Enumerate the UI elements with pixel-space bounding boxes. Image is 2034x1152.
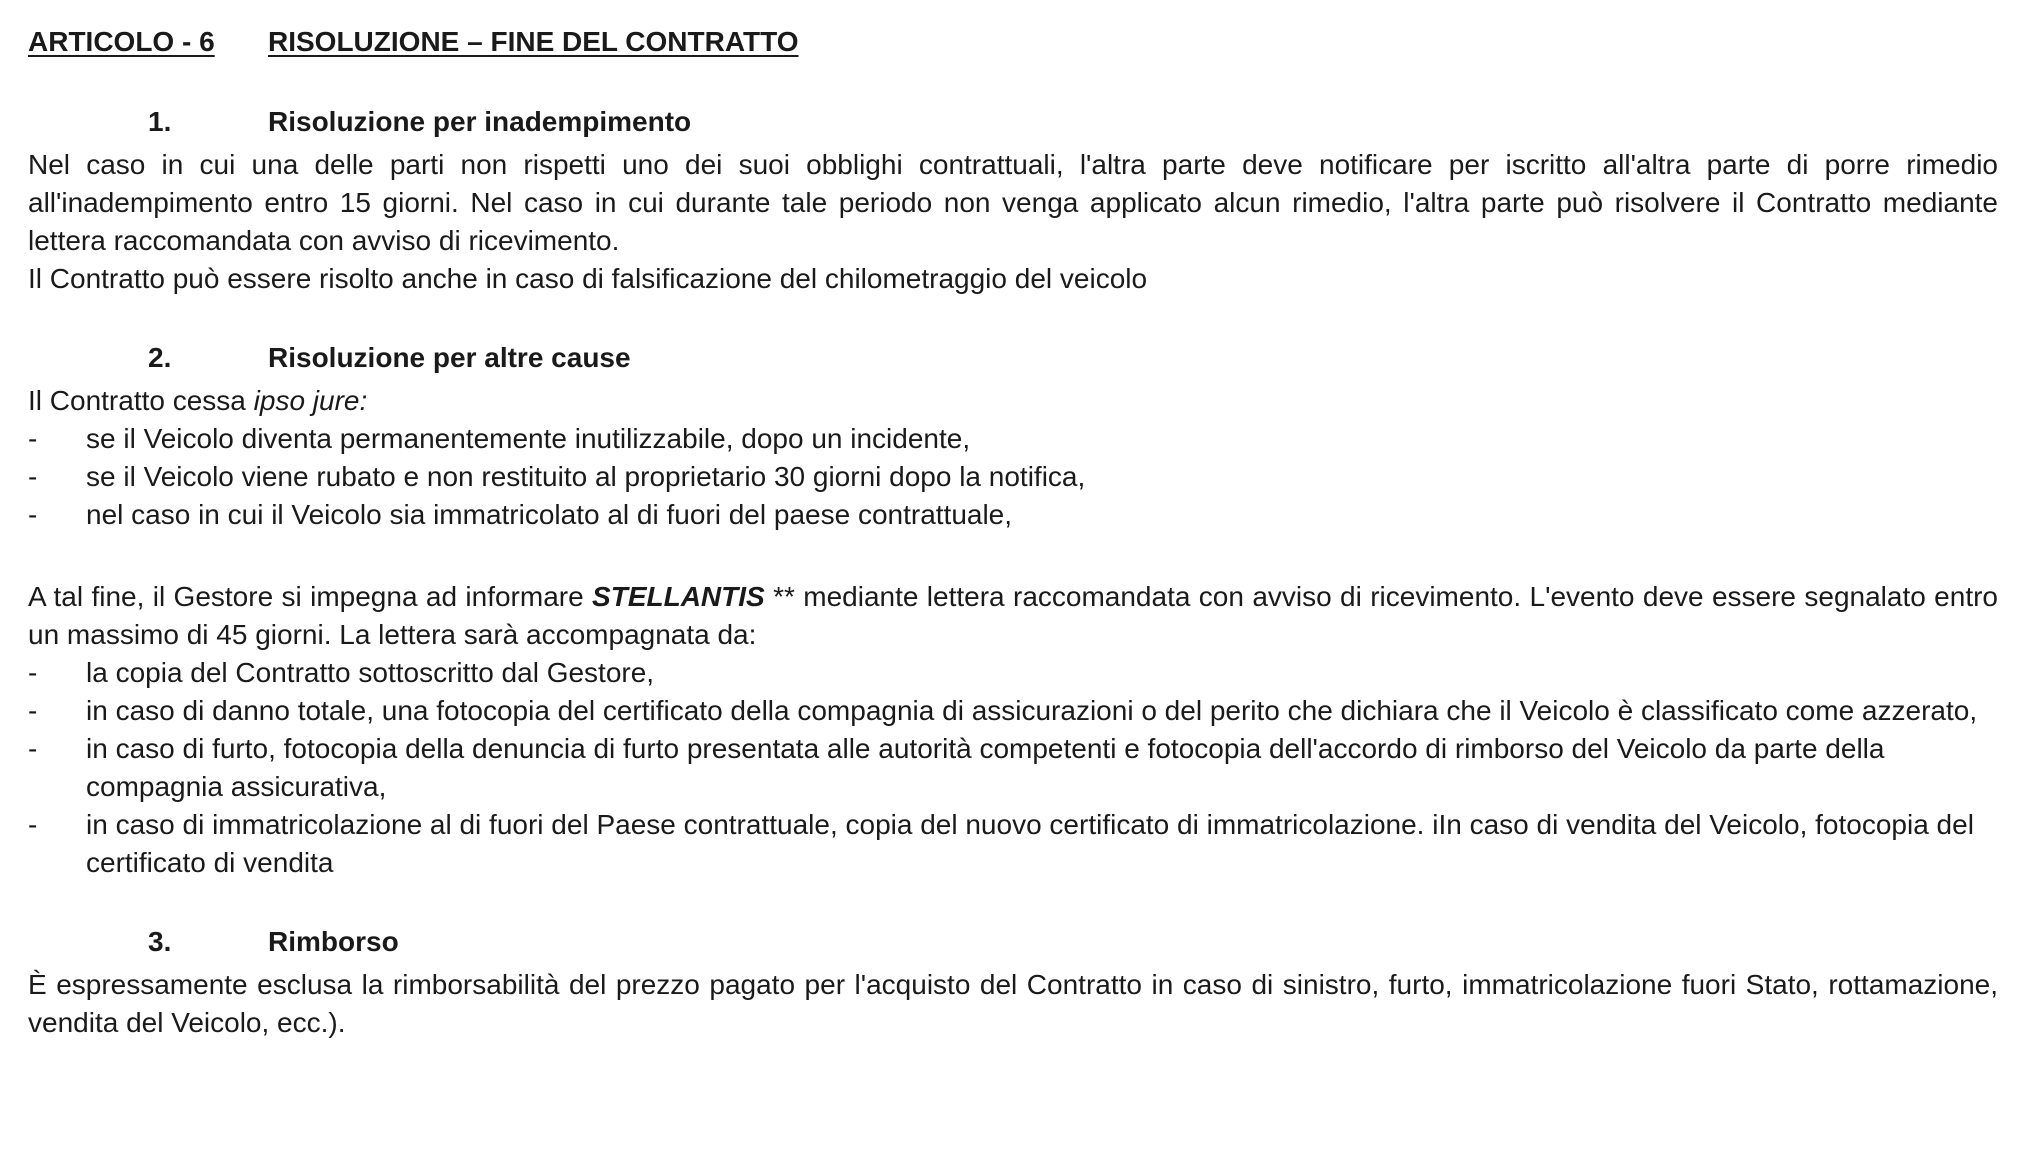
section-2-intro-latin: ipso jure: bbox=[253, 385, 368, 416]
list-item: - se il Veicolo viene rubato e non restituito al proprietario 30 giorni dopo la notifica, bbox=[28, 458, 1998, 496]
article-number: ARTICOLO - 6 bbox=[28, 26, 215, 57]
section-3-index: 3. bbox=[148, 926, 172, 957]
section-1-paragraph-2: Il Contratto può essere risolto anche in caso di falsificazione del chilometraggio del veicolo bbox=[28, 263, 1148, 294]
notice-block bbox=[28, 578, 1998, 882]
list-item: - in caso di danno totale, una fotocopia del certificato della compagnia di assicurazioni o del perito che dichiara che il Veicolo è classificato come azzerato, bbox=[28, 692, 1998, 730]
article-heading: RISOLUZIONE – FINE DEL CONTRATTO bbox=[268, 26, 799, 57]
notice-paragraph bbox=[28, 578, 1998, 654]
section-2-intro-text: Il Contratto cessa bbox=[28, 385, 254, 416]
list-item: - se il Veicolo diventa permanentemente inutilizzabile, dopo un incidente, bbox=[28, 420, 1998, 458]
attachments-list bbox=[28, 654, 1998, 882]
notice-suffix: ** mediante lettera raccomandata con avviso di ricevimento. L'evento deve essere segnalato entro un massimo di 45 giorni. La lettera sarà accompagnata da: bbox=[28, 581, 1999, 650]
section-3 bbox=[28, 926, 1998, 1042]
list-item: - nel caso in cui il Veicolo sia immatricolato al di fuori del paese contrattuale, bbox=[28, 496, 1998, 534]
section-1-index: 1. bbox=[148, 106, 172, 137]
section-2 bbox=[28, 342, 1998, 534]
section-2-intro bbox=[28, 382, 1998, 420]
section-2-title: Risoluzione per altre cause bbox=[268, 342, 631, 373]
section-1-title: Risoluzione per inadempimento bbox=[268, 106, 692, 137]
article-title bbox=[28, 26, 1998, 58]
section-2-heading bbox=[28, 342, 1998, 374]
section-3-title: Rimborso bbox=[268, 926, 399, 957]
brand-name: STELLANTIS bbox=[592, 581, 765, 612]
document-page bbox=[28, 26, 1998, 1042]
causes-list bbox=[28, 420, 1998, 534]
list-item: - in caso di furto, fotocopia della denuncia di furto presentata alle autorità competenti e fotocopia dell'accordo di rimborso del Veicolo da parte della compagnia assicurativa, bbox=[28, 730, 1998, 806]
section-3-heading bbox=[28, 926, 1998, 958]
section-2-index: 2. bbox=[148, 342, 172, 373]
section-3-paragraph: È espressamente esclusa la rimborsabilità del prezzo pagato per l'acquisto del Contratto in caso di sinistro, furto, immatricolazione fuori Stato, rottamazione, vendita del Veicolo, ecc.). bbox=[28, 969, 1998, 1038]
section-1-paragraph-1: Nel caso in cui una delle parti non rispetti uno dei suoi obblighi contrattuali, l'altra parte deve notificare per iscritto all'altra parte di porre rimedio all'inadempimento entro 15 giorni. Nel caso in cui durante tale periodo non venga applicato alcun rimedio, l'altra parte può risolvere il Contratto mediante lettera raccomandata con avviso di ricevimento. bbox=[28, 149, 1998, 256]
list-item: - la copia del Contratto sottoscritto dal Gestore, bbox=[28, 654, 1998, 692]
notice-prefix: A tal fine, il Gestore si impegna ad informare bbox=[28, 581, 593, 612]
section-1 bbox=[28, 106, 1998, 298]
list-item: - in caso di immatricolazione al di fuori del Paese contrattuale, copia del nuovo certificato di immatricolazione. iIn caso di vendita del Veicolo, fotocopia del certificato di vendita bbox=[28, 806, 1998, 882]
section-1-heading bbox=[28, 106, 1998, 138]
